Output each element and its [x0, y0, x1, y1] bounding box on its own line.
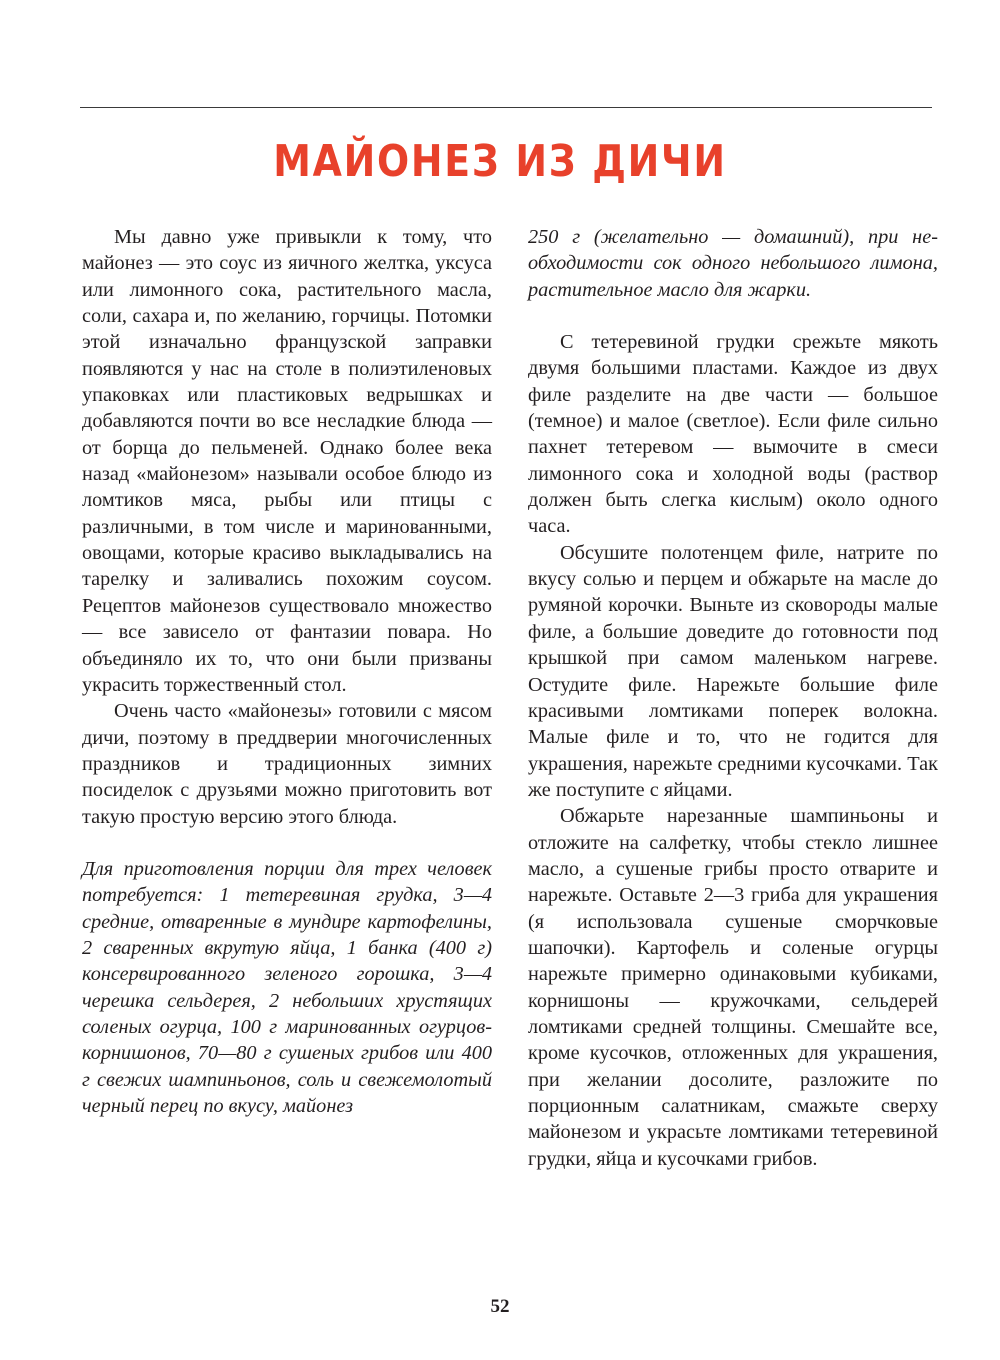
page-title: МАЙОНЕЗ ИЗ ДИЧИ [273, 136, 727, 187]
method-paragraph-3: Обжарьте нарезанные шампиньоны и отложите на салфетку, чтобы стекло лишнее масло, а сушеные грибы просто отварите и нарежьте. Оставьте 2—3 гриба для украшения (я использовала сушеные сморчковые шапочки). Картофель и соленые огурцы нарежьте примерно одинаковыми кубиками, корнишоны — кружочками, сельдерей ломтиками средней толщины. Смешайте все, кроме кусочков, отложенных для украшения, при желании досолите, разложите по порционным салатникам, смажьте сверху майонезом и украсьте ломтиками тетеревиной грудки, яйца и кусочками грибов. [528, 805, 938, 1170]
left-column [82, 224, 492, 1119]
spacer [82, 830, 492, 856]
intro-paragraph-1: Мы давно уже привыкли к тому, что майонез — это соус из яичного желтка, уксуса или лимонного сока, растительного масла, соли, сахара и, по желанию, горчицы. Потомки этой изначально французской заправки появляются у нас на столе в полиэтиленовых упаковках или пластиковых ведрышках и добавляются почти во все несладкие блюда — от борща до пельменей. Однако более века назад «майонезом» называли особое блюдо из ломтиков мяса, рыбы или птицы с различными, в том числе и маринованными, овощами, которые красиво выкладывались на тарелку и заливались похожим соусом. Рецептов майонезов существовало множество — все зависело от фантазии повара. Но объединяло их то, что они были призваны украсить торжественный стол. [82, 226, 492, 696]
ingredients-paragraph: Для приготовления порции для трех человек потребуется: 1 тетеревиная грудка, 3—4 средние, отваренные в мундире картофелины, 2 сваренных вкрутую яйца, 1 банка (400 г) консервированного зеленого горошка, 3—4 черешка сельдерея, 2 небольших хрустящих соленых огурца, 100 г маринованных огурцов-корнишонов, 70—80 г сушеных грибов или 400 г свежих шампиньонов, соль и свежемолотый черный перец по вкусу, майонез [82, 857, 492, 1117]
header-rule [80, 107, 932, 108]
page-number: 52 [490, 1296, 510, 1317]
intro-paragraph-2: Очень часто «майонезы» готовили с мясом дичи, поэтому в преддверии многочисленных праздников и традиционных зимних посиделок с друзьями можно приготовить вот такую простую версию этого блюда. [82, 700, 492, 828]
ingredients-continued: 250 г (желательно — домашний), при необходимости сок одного небольшого лимона, растительное масло для жарки. [528, 226, 938, 301]
method-paragraph-2: Обсушите полотенцем филе, натрите по вкусу солью и перцем и обжарьте на масле до румяной корочки. Выньте из сковороды малые филе, а большие доведите до готовности под крышкой при самом маленьком нагреве. Остудите филе. Нарежьте большие филе красивыми ломтиками поперек волокна. Малые филе и то, что не годится для украшения, нарежьте средними кусочками. Так же поступите с яйцами. [528, 541, 938, 801]
spacer [528, 303, 938, 329]
method-paragraph-1: С тетеревиной грудки срежьте мякоть двумя большими пластами. Каждое из двух филе разделите на две части — большое (темное) и малое (светлое). Если филе сильно пахнет тетеревом — вымочите в смеси лимонного сока и холодной воды (раствор должен быть слегка кислым) около одного часа. [528, 331, 938, 538]
right-column [528, 224, 938, 1172]
